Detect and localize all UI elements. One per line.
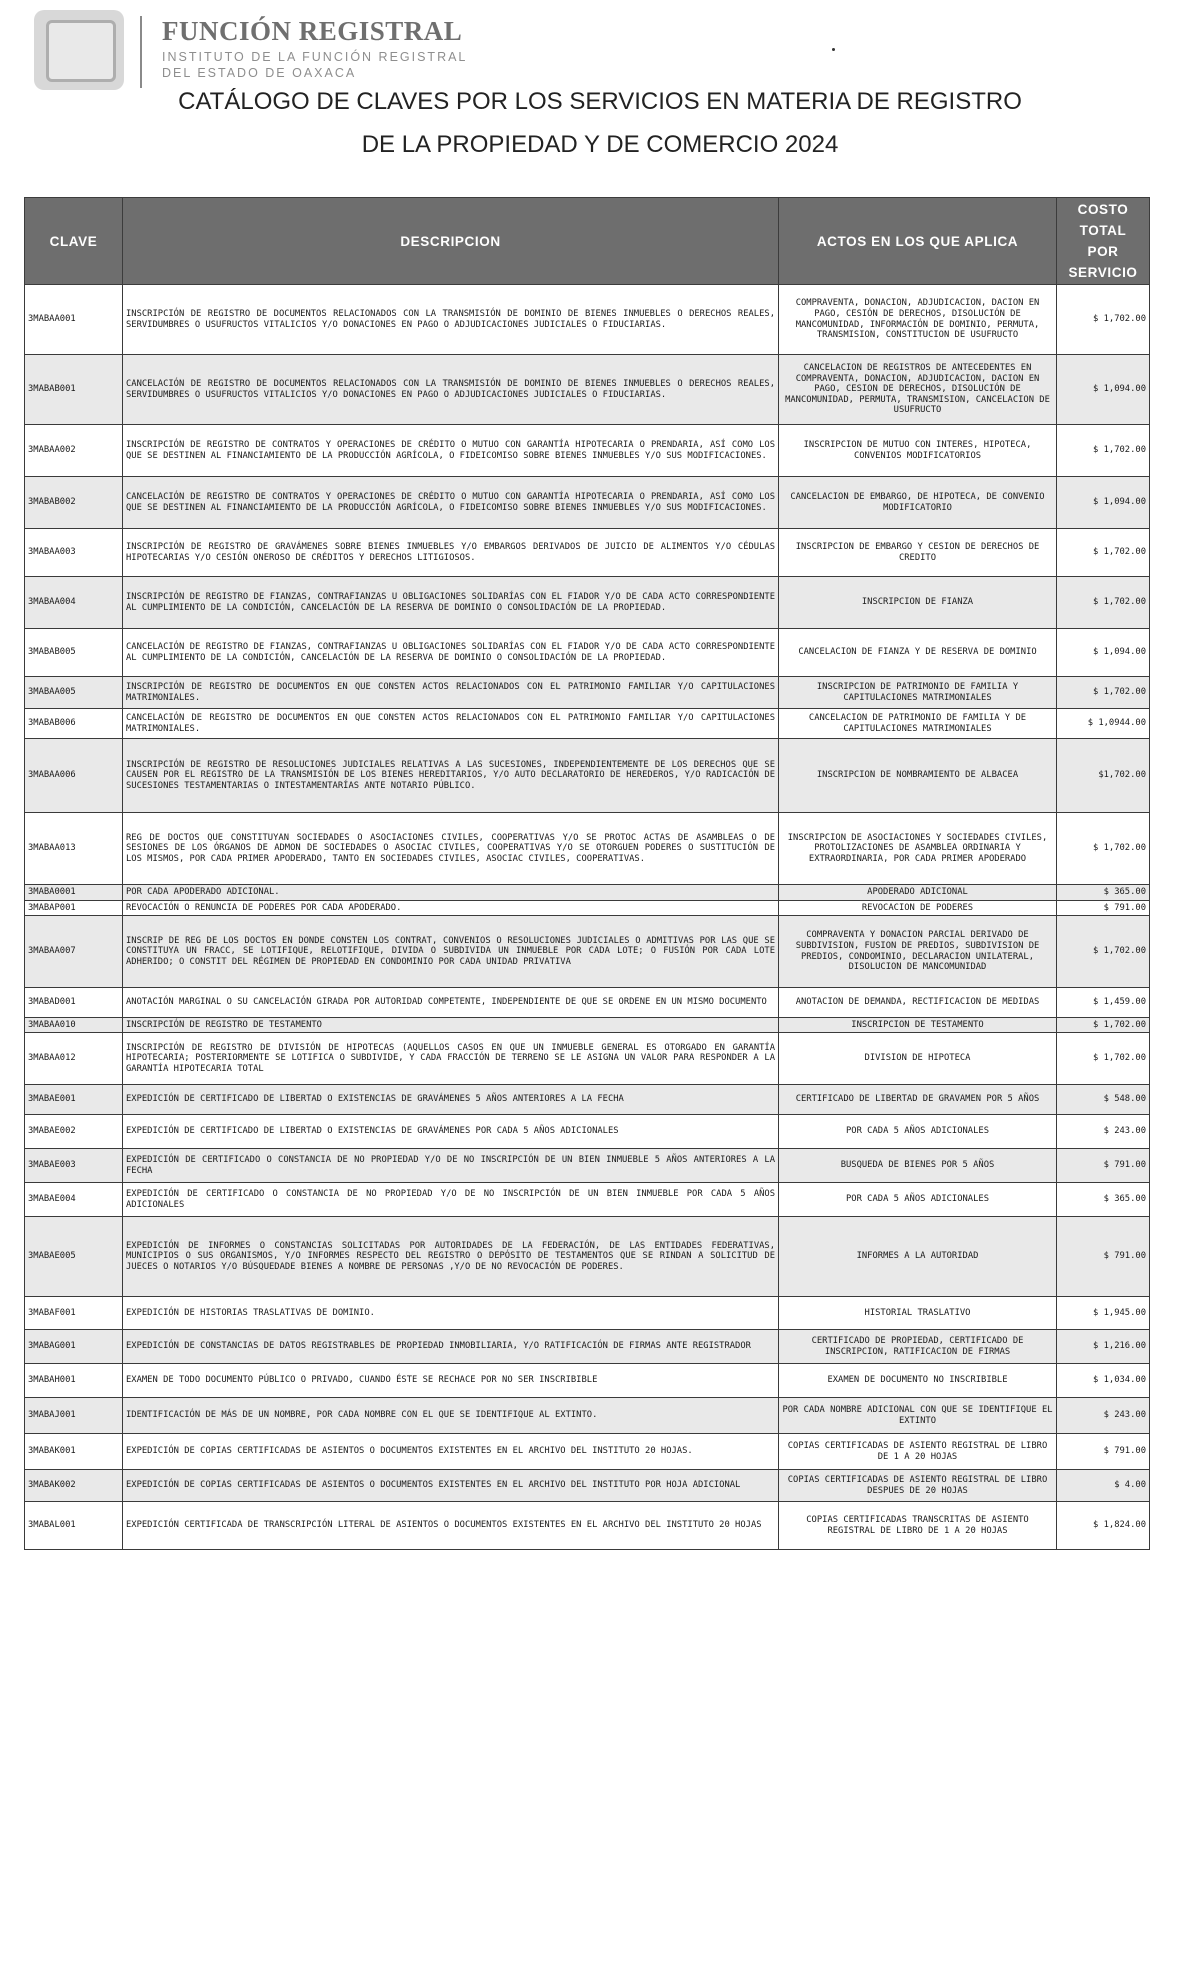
- clave-cell: 3MABAA013: [25, 813, 123, 885]
- descripcion-cell: EXPEDICIÓN DE CERTIFICADO O CONSTANCIA DE NO PROPIEDAD Y/O DE NO INSCRIPCIÓN DE UN BIEN INMUEBLE 5 AÑOS ANTERIORES A LA FECHA: [123, 1149, 779, 1183]
- table-row: [25, 577, 1150, 629]
- costo-cell: $ 791.00: [1057, 1149, 1150, 1183]
- descripcion-cell: EXPEDICIÓN CERTIFICADA DE TRANSCRIPCIÓN LITERAL DE ASIENTOS O DOCUMENTOS EXISTENTES EN EL ARCHIVO DEL INSTITUTO 20 HOJAS: [123, 1502, 779, 1550]
- clave-cell: 3MABAA007: [25, 916, 123, 988]
- catalog-rows: [25, 285, 1150, 1550]
- clave-cell: 3MABAA005: [25, 677, 123, 709]
- table-row: [25, 1217, 1150, 1297]
- costo-cell: $ 1,702.00: [1057, 813, 1150, 885]
- table-row: [25, 529, 1150, 577]
- actos-cell: COMPRAVENTA, DONACION, ADJUDICACION, DACION EN PAGO, CESIÓN DE DERECHOS, DISOLUCIÓN DE MANCOMUNIDAD, INFORMACIÓN DE DOMINIO, PERMUTA, TRANSMISION, CONSTITUCION DE USUFRUCTO: [779, 285, 1057, 355]
- actos-cell: ANOTACION DE DEMANDA, RECTIFICACION DE MEDIDAS: [779, 988, 1057, 1018]
- clave-cell: 3MABAA001: [25, 285, 123, 355]
- clave-cell: 3MABAA004: [25, 577, 123, 629]
- costo-cell: $ 1,094.00: [1057, 477, 1150, 529]
- column-header-clave: CLAVE: [25, 198, 123, 285]
- clave-cell: 3MABAA012: [25, 1033, 123, 1085]
- clave-cell: 3MABAK001: [25, 1434, 123, 1470]
- costo-cell: $ 1,945.00: [1057, 1297, 1150, 1330]
- document-title-line-1: CATÁLOGO DE CLAVES POR LOS SERVICIOS EN MATERIA DE REGISTRO: [178, 88, 1022, 115]
- clave-cell: 3MABAA010: [25, 1018, 123, 1033]
- descripcion-cell: INSCRIPCIÓN DE REGISTRO DE CONTRATOS Y OPERACIONES DE CRÉDITO O MUTUO CON GARANTÍA HIPOTECARIA O PRENDARIA, ASÍ COMO LOS QUE SE DESTINEN AL FINANCIAMIENTO DE LA PRODUCCIÓN AGRÍCOLA, O FIDEICOMISO SOBRE BIENES INMUEBLES Y/O SUS MODIFICACIONES.: [123, 425, 779, 477]
- document-title-line-2: DE LA PROPIEDAD Y DE COMERCIO 2024: [361, 131, 839, 158]
- descripcion-cell: REVOCACIÓN O RENUNCIA DE PODERES POR CADA APODERADO.: [123, 901, 779, 916]
- table-row: [25, 1502, 1150, 1550]
- descripcion-cell: INSCRIPCIÓN DE REGISTRO DE DOCUMENTOS EN QUE CONSTEN ACTOS RELACIONADOS CON EL PATRIMONIO FAMILIAR Y/O CAPITULACIONES MATRIMONIALES.: [123, 677, 779, 709]
- table-row: [25, 1018, 1150, 1033]
- clave-cell: 3MABAB006: [25, 709, 123, 739]
- table-row: [25, 1149, 1150, 1183]
- descripcion-cell: INSCRIPCIÓN DE REGISTRO DE GRAVÁMENES SOBRE BIENES INMUEBLES Y/O EMBARGOS DERIVADOS DE JUICIO DE ALIMENTOS Y/O CÉDULAS HIPOTECARIAS Y/O CESIÓN ONEROSO DE CRÉDITOS Y DERECHOS LITIGIOSOS.: [123, 529, 779, 577]
- table-row: [25, 1398, 1150, 1434]
- actos-cell: POR CADA NOMBRE ADICIONAL CON QUE SE IDENTIFIQUE EL EXTINTO: [779, 1398, 1057, 1434]
- actos-cell: INSCRIPCION DE PATRIMONIO DE FAMILIA Y CAPITULACIONES MATRIMONIALES: [779, 677, 1057, 709]
- org-subtitle-2: DEL ESTADO DE OAXACA: [162, 66, 357, 80]
- descripcion-cell: INSCRIPCIÓN DE REGISTRO DE FIANZAS, CONTRAFIANZAS U OBLIGACIONES SOLIDARÍAS CON EL FIADOR Y/O DE CADA ACTO CORRESPONDIENTE AL CUMPLIMIENTO DE LA CONDICIÓN, CANCELACIÓN DE LA RESERVA DE DOMINIO O CONSOLIDACIÓN DE LA PROPIEDAD.: [123, 577, 779, 629]
- column-header-costo: [1057, 198, 1150, 285]
- costo-cell: $ 548.00: [1057, 1085, 1150, 1115]
- descripcion-cell: EXAMEN DE TODO DOCUMENTO PÚBLICO O PRIVADO, CUANDO ÉSTE SE RECHACE POR NO SER INSCRIBIBLE: [123, 1364, 779, 1398]
- actos-cell: EXAMEN DE DOCUMENTO NO INSCRIBIBLE: [779, 1364, 1057, 1398]
- descripcion-cell: INSCRIPCIÓN DE REGISTRO DE DOCUMENTOS RELACIONADOS CON LA TRANSMISIÓN DE DOMINIO DE BIENES INMUEBLES O DERECHOS REALES, SERVIDUMBRES O USUFRUCTOS VITALICIOS Y/O DONACIONES EN PAGO O ADJUDICACIONES JUDICIALES O FIDUCIARIAS.: [123, 285, 779, 355]
- costo-cell: $ 1,702.00: [1057, 529, 1150, 577]
- clave-cell: 3MABAE001: [25, 1085, 123, 1115]
- actos-cell: COMPRAVENTA Y DONACION PARCIAL DERIVADO DE SUBDIVISION, FUSION DE PREDIOS, SUBDIVISION DE PREDIOS, CONDOMINIO, DECLARACION UNILATERAL, DISOLUCION DE MANCOMUNIDAD: [779, 916, 1057, 988]
- costo-header-line-3: POR: [1087, 244, 1119, 259]
- descripcion-cell: INSCRIP DE REG DE LOS DOCTOS EN DONDE CONSTEN LOS CONTRAT, CONVENIOS O RESOLUCIONES JUDICIALES O ADMITIVAS POR LAS QUE SE CONSTITUYA UN FRACC, SE LOTIFIQUE, RELOTIFIQUE, DIVIDA O SUBDIVIDA UN INMUEBLE POR CADA LOTE; O FUSIÓN POR CADA LOTE ADHERIDO; O CONSTIT DEL RÉGIMEN DE PROPIEDAD EN CONDOMINIO POR CADA UNIDAD PRIVATIVA: [123, 916, 779, 988]
- table-row: [25, 1085, 1150, 1115]
- table-row: [25, 677, 1150, 709]
- costo-cell: $ 365.00: [1057, 1183, 1150, 1217]
- clave-cell: 3MABAH001: [25, 1364, 123, 1398]
- descripcion-cell: EXPEDICIÓN DE CONSTANCIAS DE DATOS REGISTRABLES DE PROPIEDAD INMOBILIARIA, Y/O RATIFICACIÓN DE FIRMAS ANTE REGISTRADOR: [123, 1330, 779, 1364]
- costo-cell: $ 1,094.00: [1057, 355, 1150, 425]
- institution-seal-icon: [34, 10, 124, 90]
- column-header-actos: ACTOS EN LOS QUE APLICA: [779, 198, 1057, 285]
- table-row: [25, 285, 1150, 355]
- actos-cell: BUSQUEDA DE BIENES POR 5 AÑOS: [779, 1149, 1057, 1183]
- clave-cell: 3MABAB002: [25, 477, 123, 529]
- table-header-row: [25, 198, 1150, 285]
- costo-cell: $ 1,216.00: [1057, 1330, 1150, 1364]
- descripcion-cell: EXPEDICIÓN DE INFORMES O CONSTANCIAS SOLICITADAS POR AUTORIDADES DE LA FEDERACIÓN, DE LAS ENTIDADES FEDERATIVAS, MUNICIPIOS O SUS ORGANISMOS, Y/O INFORMES RESPECTO DEL REGISTRO O DEPÓSITO DE TESTAMENTOS QUE SE RINDAN A SOLICITUD DE JUECES O NOTARIOS Y/O BÚSQUEDADE BIENES A NOMBRE DE PERSONAS ,Y/O DE NO REVOCACIÓN DE PODERES.: [123, 1217, 779, 1297]
- clave-cell: 3MABAP001: [25, 901, 123, 916]
- descripcion-cell: INSCRIPCIÓN DE REGISTRO DE TESTAMENTO: [123, 1018, 779, 1033]
- costo-cell: $1,702.00: [1057, 739, 1150, 813]
- costo-cell: $ 1,702.00: [1057, 1033, 1150, 1085]
- actos-cell: COPIAS CERTIFICADAS DE ASIENTO REGISTRAL DE LIBRO DESPUES DE 20 HOJAS: [779, 1470, 1057, 1502]
- costo-cell: $ 1,0944.00: [1057, 709, 1150, 739]
- clave-cell: 3MABAE003: [25, 1149, 123, 1183]
- actos-cell: COPIAS CERTIFICADAS DE ASIENTO REGISTRAL DE LIBRO DE 1 A 20 HOJAS: [779, 1434, 1057, 1470]
- actos-cell: INSCRIPCION DE EMBARGO Y CESION DE DERECHOS DE CREDITO: [779, 529, 1057, 577]
- table-row: [25, 901, 1150, 916]
- org-subtitle-1: INSTITUTO DE LA FUNCIÓN REGISTRAL: [162, 50, 468, 64]
- descripcion-cell: EXPEDICIÓN DE CERTIFICADO DE LIBERTAD O EXISTENCIAS DE GRAVÁMENES POR CADA 5 AÑOS ADICIONALES: [123, 1115, 779, 1149]
- org-title: FUNCIÓN REGISTRAL: [162, 16, 463, 46]
- costo-cell: $ 1,702.00: [1057, 677, 1150, 709]
- table-row: [25, 739, 1150, 813]
- costo-cell: $ 1,702.00: [1057, 425, 1150, 477]
- clave-cell: 3MABAB001: [25, 355, 123, 425]
- actos-cell: REVOCACION DE PODERES: [779, 901, 1057, 916]
- table-row: [25, 885, 1150, 901]
- actos-cell: HISTORIAL TRASLATIVO: [779, 1297, 1057, 1330]
- descripcion-cell: EXPEDICIÓN DE CERTIFICADO DE LIBERTAD O EXISTENCIAS DE GRAVÁMENES 5 AÑOS ANTERIORES A LA FECHA: [123, 1085, 779, 1115]
- descripcion-cell: EXPEDICIÓN DE COPIAS CERTIFICADAS DE ASIENTOS O DOCUMENTOS EXISTENTES EN EL ARCHIVO DEL INSTITUTO POR HOJA ADICIONAL: [123, 1470, 779, 1502]
- costo-cell: $ 791.00: [1057, 901, 1150, 916]
- costo-header-line-1: COSTO: [1077, 202, 1129, 217]
- letterhead: [34, 10, 634, 90]
- costo-cell: $ 1,094.00: [1057, 629, 1150, 677]
- descripcion-cell: EXPEDICIÓN DE CERTIFICADO O CONSTANCIA DE NO PROPIEDAD Y/O DE NO INSCRIPCIÓN DE UN BIEN INMUEBLE POR CADA 5 AÑOS ADICIONALES: [123, 1183, 779, 1217]
- clave-cell: 3MABAF001: [25, 1297, 123, 1330]
- clave-cell: 3MABAG001: [25, 1330, 123, 1364]
- descripcion-cell: ANOTACIÓN MARGINAL O SU CANCELACIÓN GIRADA POR AUTORIDAD COMPETENTE, INDEPENDIENTE DE QUE SE ORDENE EN UN MISMO DOCUMENTO: [123, 988, 779, 1018]
- table-row: [25, 355, 1150, 425]
- table-row: [25, 1115, 1150, 1149]
- table-row: [25, 1470, 1150, 1502]
- actos-cell: INSCRIPCION DE FIANZA: [779, 577, 1057, 629]
- column-header-descripcion: DESCRIPCION: [123, 198, 779, 285]
- table-row: [25, 709, 1150, 739]
- costo-cell: $ 243.00: [1057, 1115, 1150, 1149]
- descripcion-cell: POR CADA APODERADO ADICIONAL.: [123, 885, 779, 901]
- table-row: [25, 1364, 1150, 1398]
- clave-cell: 3MABAB005: [25, 629, 123, 677]
- actos-cell: INSCRIPCION DE NOMBRAMIENTO DE ALBACEA: [779, 739, 1057, 813]
- actos-cell: INFORMES A LA AUTORIDAD: [779, 1217, 1057, 1297]
- table-row: [25, 477, 1150, 529]
- actos-cell: APODERADO ADICIONAL: [779, 885, 1057, 901]
- scan-speck: [832, 48, 835, 51]
- table-row: [25, 1033, 1150, 1085]
- actos-cell: DIVISION DE HIPOTECA: [779, 1033, 1057, 1085]
- clave-cell: 3MABAA002: [25, 425, 123, 477]
- descripcion-cell: EXPEDICIÓN DE COPIAS CERTIFICADAS DE ASIENTOS O DOCUMENTOS EXISTENTES EN EL ARCHIVO DEL INSTITUTO 20 HOJAS.: [123, 1434, 779, 1470]
- costo-cell: $ 791.00: [1057, 1434, 1150, 1470]
- actos-cell: CANCELACION DE PATRIMONIO DE FAMILIA Y DE CAPITULACIONES MATRIMONIALES: [779, 709, 1057, 739]
- catalog-table: [24, 197, 1150, 1550]
- clave-cell: 3MABAJ001: [25, 1398, 123, 1434]
- costo-header-line-4: SERVICIO: [1068, 265, 1138, 280]
- actos-cell: CERTIFICADO DE LIBERTAD DE GRAVAMEN POR 5 AÑOS: [779, 1085, 1057, 1115]
- costo-cell: $ 1,034.00: [1057, 1364, 1150, 1398]
- clave-cell: 3MABAA006: [25, 739, 123, 813]
- table-row: [25, 1297, 1150, 1330]
- clave-cell: 3MABAE005: [25, 1217, 123, 1297]
- actos-cell: CERTIFICADO DE PROPIEDAD, CERTIFICADO DE INSCRIPCION, RATIFICACION DE FIRMAS: [779, 1330, 1057, 1364]
- descripcion-cell: EXPEDICIÓN DE HISTORIAS TRASLATIVAS DE DOMINIO.: [123, 1297, 779, 1330]
- costo-cell: $ 1,702.00: [1057, 285, 1150, 355]
- actos-cell: CANCELACION DE EMBARGO, DE HIPOTECA, DE CONVENIO MODIFICATORIO: [779, 477, 1057, 529]
- table-row: [25, 988, 1150, 1018]
- clave-cell: 3MABAE004: [25, 1183, 123, 1217]
- actos-cell: CANCELACION DE REGISTROS DE ANTECEDENTES EN COMPRAVENTA, DONACION, ADJUDICACION, DACION EN PAGO, CESION DE DERECHOS, DISOLUCIÓN DE MANCOMUNIDAD, PERMUTA, TRANSMISION, CANCELACION DE USUFRUCTO: [779, 355, 1057, 425]
- actos-cell: COPIAS CERTIFICADAS TRANSCRITAS DE ASIENTO REGISTRAL DE LIBRO DE 1 A 20 HOJAS: [779, 1502, 1057, 1550]
- descripcion-cell: REG DE DOCTOS QUE CONSTITUYAN SOCIEDADES O ASOCIACIONES CIVILES, COOPERATIVAS Y/O SE PROTOC ACTAS DE ASAMBLEAS O DE SESIONES DE LOS ÓRGANOS DE ADMON DE SOCIEDADES O ASOCIAC CIVILES, COOPERATIVAS Y/O SE OTORGUEN PODERES O SUSTITUCIÓN DE LOS MISMOS, POR CADA PRIMER APODERADO, TANTO EN SOCIEDADES CIVILES, ASOCIAC CIVILES, COOPERATIVAS.: [123, 813, 779, 885]
- actos-cell: INSCRIPCION DE MUTUO CON INTERES, HIPOTECA, CONVENIOS MODIFICATORIOS: [779, 425, 1057, 477]
- costo-cell: $ 1,702.00: [1057, 577, 1150, 629]
- table-row: [25, 1330, 1150, 1364]
- descripcion-cell: INSCRIPCIÓN DE REGISTRO DE RESOLUCIONES JUDICIALES RELATIVAS A LAS SUCESIONES, INDEPENDIENTEMENTE DE LOS DERECHOS QUE SE CAUSEN POR EL REGISTRO DE LA TRANSMISIÓN DE LOS BIENES HEREDITARIOS, Y/O AUTO DECLARATORIO DE HEREDEROS, Y/O RADICACIÓN DE SUCESIONES TESTAMENTARIAS O INTESTAMENTARÍAS ANTE NOTARIO PÚBLICO.: [123, 739, 779, 813]
- table-row: [25, 629, 1150, 677]
- descripcion-cell: CANCELACIÓN DE REGISTRO DE DOCUMENTOS RELACIONADOS CON LA TRANSMISIÓN DE DOMINIO DE BIENES INMUEBLES O DERECHOS REALES, SERVIDUMBRES O USUFRUCTOS VITALICIOS Y/O DONACIONES EN PAGO O ADJUDICACIONES JUDICIALES O FIDUCIARIAS.: [123, 355, 779, 425]
- descripcion-cell: CANCELACIÓN DE REGISTRO DE DOCUMENTOS EN QUE CONSTEN ACTOS RELACIONADOS CON EL PATRIMONIO FAMILIAR Y/O CAPITULACIONES MATRIMONIALES.: [123, 709, 779, 739]
- costo-cell: $ 791.00: [1057, 1217, 1150, 1297]
- costo-header-line-2: TOTAL: [1079, 223, 1127, 238]
- costo-cell: $ 1,702.00: [1057, 1018, 1150, 1033]
- clave-cell: 3MABA0001: [25, 885, 123, 901]
- clave-cell: 3MABAE002: [25, 1115, 123, 1149]
- table-row: [25, 813, 1150, 885]
- letterhead-divider: [140, 16, 142, 88]
- costo-cell: $ 4.00: [1057, 1470, 1150, 1502]
- table-row: [25, 425, 1150, 477]
- clave-cell: 3MABAD001: [25, 988, 123, 1018]
- actos-cell: POR CADA 5 AÑOS ADICIONALES: [779, 1115, 1057, 1149]
- costo-cell: $ 243.00: [1057, 1398, 1150, 1434]
- clave-cell: 3MABAA003: [25, 529, 123, 577]
- costo-cell: $ 365.00: [1057, 885, 1150, 901]
- costo-cell: $ 1,459.00: [1057, 988, 1150, 1018]
- actos-cell: CANCELACION DE FIANZA Y DE RESERVA DE DOMINIO: [779, 629, 1057, 677]
- costo-cell: $ 1,702.00: [1057, 916, 1150, 988]
- descripcion-cell: CANCELACIÓN DE REGISTRO DE FIANZAS, CONTRAFIANZAS U OBLIGACIONES SOLIDARÍAS CON EL FIADOR Y/O DE CADA ACTO CORRESPONDIENTE AL CUMPLIMIENTO DE LA CONDICIÓN, CANCELACIÓN DE LA RESERVA DE DOMINIO O CONSOLIDACIÓN DE LA PROPIEDAD.: [123, 629, 779, 677]
- clave-cell: 3MABAL001: [25, 1502, 123, 1550]
- descripcion-cell: INSCRIPCIÓN DE REGISTRO DE DIVISIÓN DE HIPOTECAS (AQUELLOS CASOS EN QUE UN INMUEBLE GENERAL ES OTORGADO EN GARANTÍA HIPOTECARIA; POSTERIORMENTE SE LOTIFICA O SUBDIVIDE, Y CADA FRACCIÓN DE TERRENO SE LE ASIGNA UN VALOR PARA RESPONDER A LA GARANTÍA HIPOTECARIA TOTAL: [123, 1033, 779, 1085]
- table-row: [25, 916, 1150, 988]
- actos-cell: POR CADA 5 AÑOS ADICIONALES: [779, 1183, 1057, 1217]
- clave-cell: 3MABAK002: [25, 1470, 123, 1502]
- table-row: [25, 1183, 1150, 1217]
- costo-cell: $ 1,824.00: [1057, 1502, 1150, 1550]
- descripcion-cell: IDENTIFICACIÓN DE MÁS DE UN NOMBRE, POR CADA NOMBRE CON EL QUE SE IDENTIFIQUE AL EXTINTO.: [123, 1398, 779, 1434]
- descripcion-cell: CANCELACIÓN DE REGISTRO DE CONTRATOS Y OPERACIONES DE CRÉDITO O MUTUO CON GARANTÍA HIPOTECARIA O PRENDARIA, ASÍ COMO LOS QUE SE DESTINEN AL FINANCIAMIENTO DE LA PRODUCCIÓN AGRÍCOLA, O FIDEICOMISO SOBRE BIENES INMUEBLES Y/O SUS MODIFICACIONES.: [123, 477, 779, 529]
- actos-cell: INSCRIPCION DE TESTAMENTO: [779, 1018, 1057, 1033]
- actos-cell: INSCRIPCION DE ASOCIACIONES Y SOCIEDADES CIVILES, PROTOLIZACIONES DE ASAMBLEA ORDINARIA Y EXTRAORDINARIA, POR CADA PRIMER APODERADO: [779, 813, 1057, 885]
- table-row: [25, 1434, 1150, 1470]
